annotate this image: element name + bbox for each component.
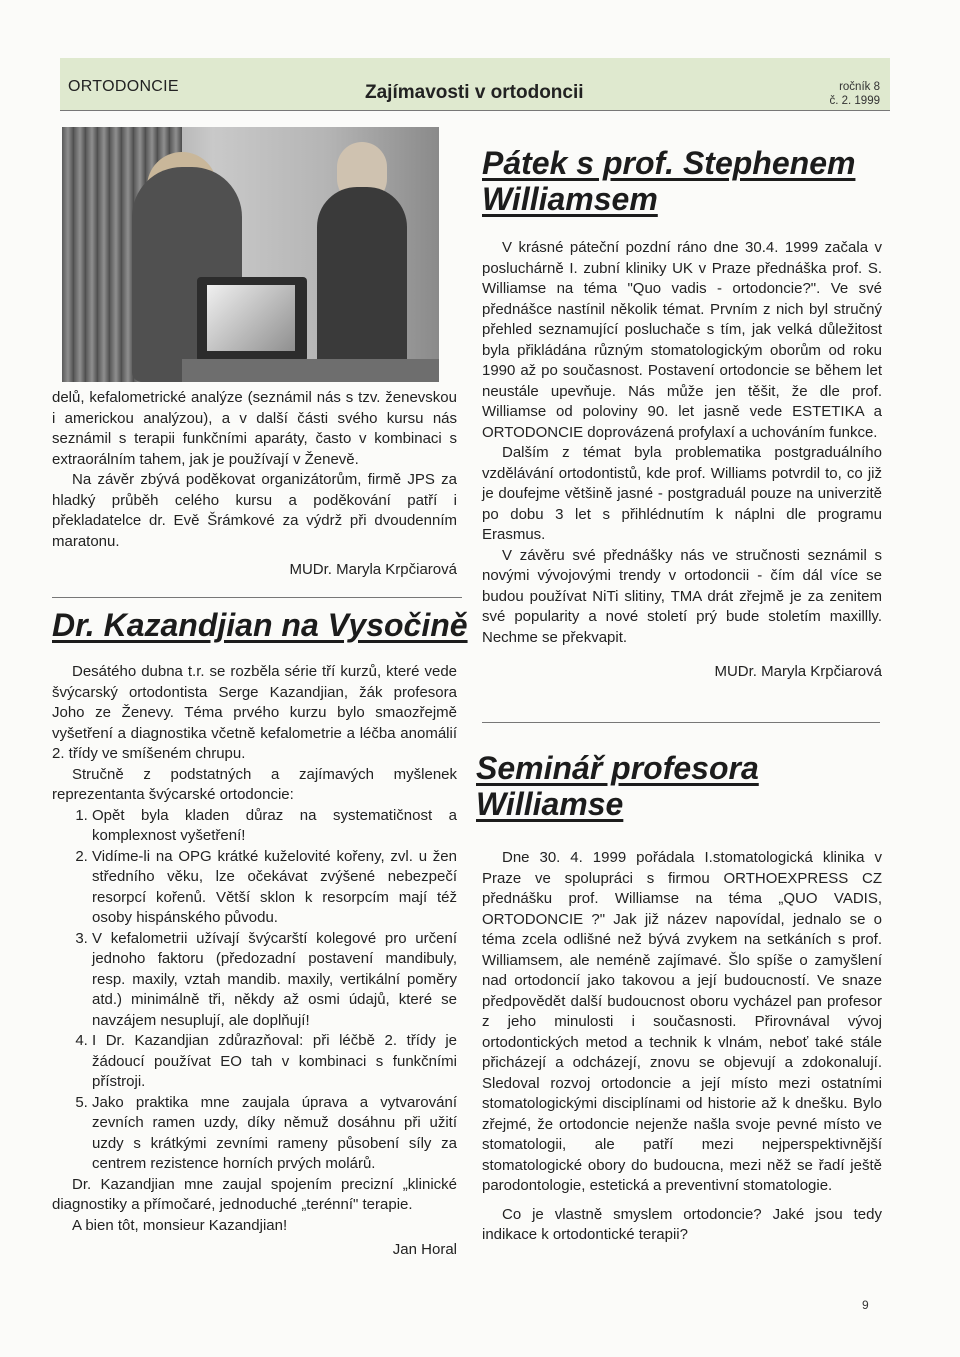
paragraph: Dne 30. 4. 1999 pořádala I.stomatologická klinika v Praze ve spolupráci s firmou ORTHOEXPRESS CZ přednášku prof. Williamse na téma „QUO VADIS, ORTODONCIE ?" Jak již název napovídal, jednalo se o téma zcela odlišné než bývá zvykem na setkáních s prof. Williamsem, ale neméně zajímavé. Šlo spíše o zamyšlení nad ortodoncií jako takovou a její budoucností. Ve snaze předpovědět další budoucnost oboru vycházel pan profesor z jeho minulosti i současnosti. Přirovnával vývoj ortodontických metod a technik k vlnám, neboť také stále přicházejí a odcházejí, znovu se objevují a zdokonalují. Sledoval rozvoj ortodoncie a její místo mezi ostatními stomatologickými disciplínami od historie až k dnešku. Bylo zřejmé, že ortodoncie nejenže našla svoje pevné místo ve stomatologii, ale patří mezi nejperspektivnější stomatologické obory do budoucna, mezi něž se řadí ještě parodontologie, estetická a preventivní stomatologie. bbox=[482, 849, 882, 1194]
article-williams-seminar bbox=[482, 848, 882, 1246]
numbered-list bbox=[52, 806, 457, 1175]
previous-article-end bbox=[52, 388, 457, 581]
paragraph: V závěru své přednášky nás ve stručnosti seznámil s novými vývojovými trendy v ortodoncii - čím dál více se budou používat NiTi slitiny, TMA drát zřejmě je za zenitem své popularity a nové století prý bude stoletím maxillly. Nechme se překvapit. bbox=[482, 546, 882, 646]
paragraph: A bien tôt, monsieur Kazandjian! bbox=[72, 1216, 288, 1234]
list-item: 4. I Dr. Kazandjian zdůrazňoval: při léčbě 2. třídy je žádoucí používat EO tah v kombinaci s funkčními přístroji. bbox=[92, 1031, 457, 1093]
article-williams-friday bbox=[482, 238, 882, 683]
paragraph: Na závěr zbývá poděkovat organizátorům, firmě JPS za hladký průběh celého kursu a poděkování patří i překladatelce dr. Evě Šrámkové za výdrž při dvoudenním maratonu. bbox=[52, 471, 457, 550]
paragraph: Desátého dubna t.r. se rozběla série tří kurzů, které vede švýcarský ortodontista Serge Kazandjian, žák profesora Joho ze Ženevy. Téma prvého kurzu bylo smaozřejmě vyšetření a diagnostika včetně kefalometrie a léčba anomálií 2. třídy ve smíšeném chrupu. bbox=[52, 663, 457, 762]
divider bbox=[52, 597, 462, 598]
paragraph: Stručně z podstatných a zajímavých myšlenek reprezentanta švýcarské ortodoncie: bbox=[52, 765, 457, 803]
paragraph: delů, kefalometrické analýze (seznámil nás s tzv. ženevskou i americkou analýzou), a v další části svého kursu nás seznámil s terapii funkčními aparáty, často v kombinaci s extraorálním tahem, jak je používají v Ženevě. bbox=[52, 389, 457, 468]
article-kazandjian bbox=[52, 662, 457, 1261]
list-item: 5. Jako praktika mne zaujala úprava a vytvarování zevních ramen uzdy, díky němuž dosáhnu při užití uzdy s krátkými zevními rameny působení síly za centrem rezistence horních prvých molárů. bbox=[92, 1093, 457, 1175]
header-rule bbox=[60, 110, 890, 111]
volume-info bbox=[829, 80, 880, 108]
lecture-photo bbox=[62, 127, 439, 382]
journal-header bbox=[60, 58, 890, 110]
list-item: 3. V kefalometrii užívají švýcarští kolegové pro určení jednoho faktoru (předozadní postavení mandibuly, resp. maxily, vztah mandib. maxily, vertikální poměry atd.) minimálně tři, někdy až osmi údajů, které se navzájem nesuplují, ale doplňují! bbox=[92, 929, 457, 1032]
paragraph: Co je vlastně smyslem ortodoncie? Jaké jsou tedy indikace k ortodontické terapii? bbox=[482, 1205, 882, 1243]
issue-line: č. 2. 1999 bbox=[829, 95, 880, 107]
paragraph: Dalším z témat byla problematika postgraduálního vzdělávání ortodontistů, kde prof. Williams potvrdil to, co již je doufejme většině jasné - postgraduál pouze na univerzitě po dobu 3 let s přihlédnutím k náplni dle programu Erasmus. bbox=[482, 444, 882, 543]
signature: MUDr. Maryla Krpčiarová bbox=[289, 561, 457, 578]
paragraph: Dr. Kazandjian mne zaujal spojením precizní „klinické diagnostiky a přímočaré, jednoduché „terénní" terapie. bbox=[52, 1175, 457, 1213]
signature: Jan Horal bbox=[392, 1241, 457, 1258]
article-heading: Pátek s prof. Stephenem Williamsem bbox=[482, 145, 856, 217]
list-item: 1. Opět byla kladen důraz na systematičnost a komplexnost vyšetření! bbox=[92, 806, 457, 847]
page-number: 9 bbox=[862, 1298, 869, 1312]
list-item: 2. Vidíme-li na OPG krátké kuželovité kořeny, zvl. u žen středního věku, lze očekávat zvýšené nebezpečí resorpcí kořenů. Větší sklon k resorpcím mají též osoby hispánského původu. bbox=[92, 847, 457, 929]
divider bbox=[482, 722, 880, 723]
volume-line: ročník 8 bbox=[839, 81, 880, 93]
section-name: ORTODONCIE bbox=[68, 78, 179, 95]
article-heading: Seminář profesora Williamse bbox=[476, 750, 759, 822]
article-heading: Dr. Kazandjian na Vysočině bbox=[52, 607, 468, 643]
header-title: Zajímavosti v ortodoncii bbox=[365, 82, 584, 103]
paragraph: V krásné páteční pozdní ráno dne 30.4. 1999 začala v posluchárně I. zubní kliniky UK v Praze přednáška prof. S. Williamse na téma "Quo vadis - ortodoncie?". Ve své přednášce nastínil několik témat. Prvním z nich byl stručný přehled seznamující posluchače s tím, jak velká důležitost byla přikládána různým stomatologickým oborům od roku 1990 až po současnost. Postavení ortodoncie se během let neustále upevňuje. Nás může jen těšit, že dle prof. Williamse od poloviny 90. let jasně vede ESTETIKA a ORTODONCIE doprovázená profylaxí a uchováním funkce. bbox=[482, 239, 882, 441]
signature: MUDr. Maryla Krpčiarová bbox=[714, 663, 882, 680]
